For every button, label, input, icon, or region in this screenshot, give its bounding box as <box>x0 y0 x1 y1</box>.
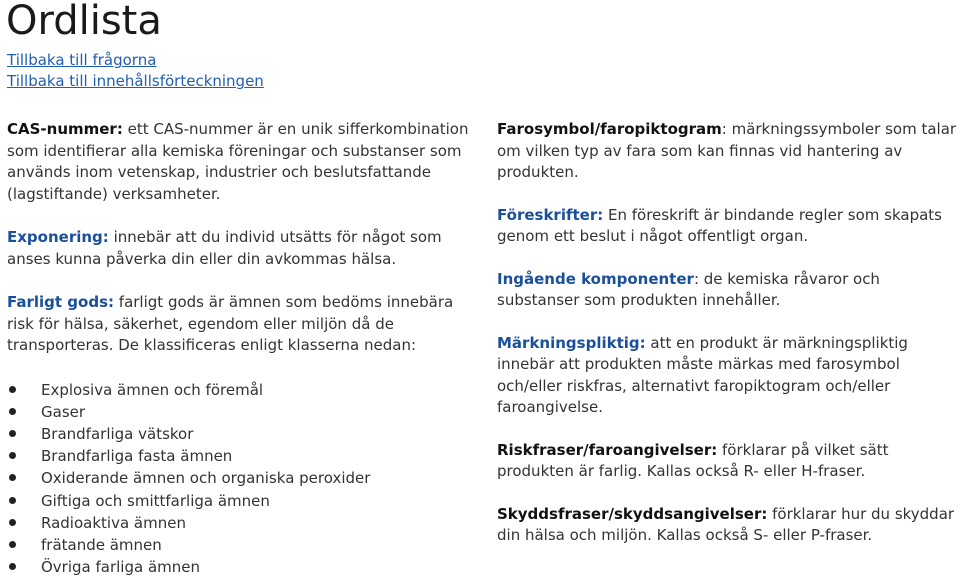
entry-exponering <box>7 227 475 270</box>
bullet-icon <box>9 452 16 459</box>
definition-exponering: innebär att du individ utsätts för något som anses kunna påverka din eller din avkommas hälsa. <box>7 228 442 268</box>
hazard-class-list <box>7 379 475 579</box>
definition-markningspliktig: att en produkt är märkningspliktig innebär att produkten måste märkas med farosymbol och/eller riskfras, alternativt faropiktogram och/eller faroangivelse. <box>497 333 908 416</box>
term-riskfraser: Riskfraser/faroangivelser: <box>497 440 718 459</box>
entry-skyddsfraser <box>497 504 959 547</box>
definition-ingaende-komponenter: : de kemiska råvaror och substanser som produkten innehåller. <box>497 269 880 309</box>
bullet-icon <box>9 386 16 393</box>
definition-riskfraser: förklarar på vilket sätt produkten är farlig. Kallas också R- eller H-fraser. <box>497 440 889 480</box>
bullet-icon <box>9 541 16 548</box>
list-item: Övriga farliga ämnen <box>7 556 475 578</box>
entry-foreskrifter <box>497 205 959 248</box>
term-exponering: Exponering: <box>7 228 109 246</box>
bullet-icon <box>9 497 16 504</box>
bullet-icon <box>9 519 16 526</box>
bullet-icon <box>9 474 16 481</box>
term-foreskrifter: Föreskrifter: <box>497 205 604 224</box>
list-item: Giftiga och smittfarliga ämnen <box>7 490 475 512</box>
list-item: Brandfarliga fasta ämnen <box>7 445 475 467</box>
definition-farosymbol: : märkningssymboler som talar om vilken typ av fara som kan finnas vid hantering av produkten. <box>497 120 957 181</box>
list-item: Brandfarliga vätskor <box>7 423 475 445</box>
back-links <box>7 50 264 92</box>
glossary-right-column <box>497 119 959 547</box>
definition-skyddsfraser: förklarar hur du skyddar din hälsa och miljön. Kallas också S- eller P-fraser. <box>497 504 955 544</box>
glossary-left-column <box>7 119 475 578</box>
bullet-icon <box>9 563 16 570</box>
bullet-icon <box>9 408 16 415</box>
entry-ingaende-komponenter <box>497 269 959 312</box>
term-markningspliktig: Märkningspliktig: <box>497 333 646 352</box>
list-item: Gaser <box>7 401 475 423</box>
entry-farligt-gods <box>7 292 475 357</box>
term-cas-nummer: CAS-nummer: <box>7 120 123 138</box>
definition-foreskrifter: En föreskrift är bindande regler som skapats genom ett beslut i något offentligt organ. <box>497 205 942 245</box>
term-farosymbol: Farosymbol/faropiktogram <box>497 120 722 138</box>
list-item: frätande ämnen <box>7 534 475 556</box>
list-item: Oxiderande ämnen och organiska peroxider <box>7 467 475 489</box>
entry-farosymbol <box>497 119 959 184</box>
page-title: Ordlista <box>6 0 162 44</box>
list-item: Explosiva ämnen och föremål <box>7 379 475 401</box>
back-to-toc-link[interactable]: Tillbaka till innehållsförteckningen <box>7 72 264 90</box>
bullet-icon <box>9 430 16 437</box>
entry-cas-nummer <box>7 119 475 205</box>
term-farligt-gods: Farligt gods: <box>7 293 115 311</box>
list-item: Radioaktiva ämnen <box>7 512 475 534</box>
entry-markningspliktig <box>497 333 959 419</box>
definition-farligt-gods: farligt gods är ämnen som bedöms innebära risk för hälsa, säkerhet, egendom eller miljön då de transporteras. De klassificeras enligt klasserna nedan: <box>7 293 454 354</box>
entry-riskfraser <box>497 440 959 483</box>
term-skyddsfraser: Skyddsfraser/skyddsangivelser: <box>497 504 768 523</box>
definition-cas-nummer: ett CAS-nummer är en unik sifferkombination som identifierar alla kemiska föreningar och substanser som används inom vetenskap, industrier och beslutsfattande (lagstiftande) verksamheter. <box>7 120 469 203</box>
term-ingaende-komponenter: Ingående komponenter <box>497 269 694 288</box>
back-to-questions-link[interactable]: Tillbaka till frågorna <box>7 51 157 69</box>
